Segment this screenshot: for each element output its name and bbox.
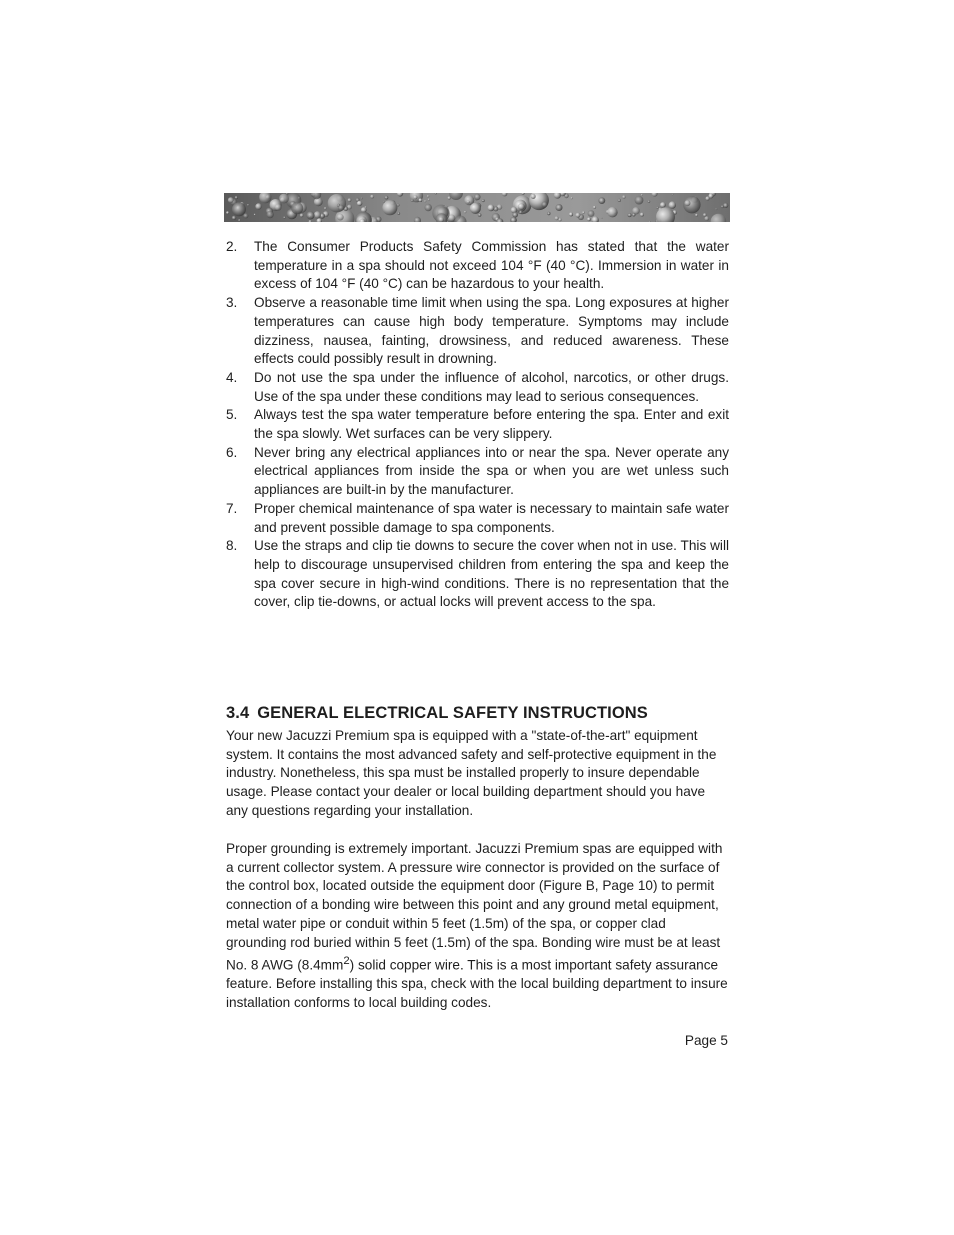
list-item — [226, 294, 729, 369]
grounding-text-start: Proper grounding is extremely important. Jacuzzi Premium spas are equipped with a current collector system. A pressure wire connector is provided on the surface of the control box, located outside the equipment door (Figure B, Page 10) to permit connection of a bonding wire between this point and any ground metal equipment, metal water pipe or conduit within 5 feet (1.5m) of the spa, or copper clad grounding rod buried within 5 feet (1.5m) of the spa. Bonding wire must be at least No. 8 AWG (8.4mm — [226, 841, 723, 973]
list-item — [226, 369, 729, 406]
list-item-number: 3. — [226, 295, 238, 311]
grounding-paragraph — [226, 840, 729, 1013]
safety-instructions-list — [226, 238, 729, 612]
list-item-number: 4. — [226, 369, 238, 385]
section-title: GENERAL ELECTRICAL SAFETY INSTRUCTIONS — [257, 704, 648, 722]
list-item-text: Observe a reasonable time limit when using the spa. Long exposures at higher temperatures can cause high body temperature. Symptoms may include dizziness, nausea, fainting, drowsiness, and reduced awareness. These effects could possibly result in drowning. — [254, 295, 729, 367]
list-item-number: 5. — [226, 407, 238, 423]
list-item — [226, 537, 729, 612]
list-item — [226, 238, 729, 294]
section-number: 3.4 — [226, 704, 250, 722]
grounding-text-end: ) solid copper wire. This is a most important safety assurance feature. Before installing this spa, check with the local building department to insure installation conforms to local building codes. — [226, 957, 728, 1011]
list-item-number: 2. — [226, 239, 238, 254]
list-item — [226, 444, 729, 500]
list-item — [226, 500, 729, 537]
section-heading — [226, 704, 648, 723]
superscript-two: 2 — [343, 955, 350, 968]
page-number: Page 5 — [684, 1033, 728, 1048]
intro-paragraph: Your new Jacuzzi Premium spa is equipped with a "state-of-the-art" equipment system. It contains the most advanced safety and self-protective equipment in the industry. Nonetheless, this spa must be installed properly to insure dependable usage. Please contact your dealer or local building department should you have any questions regarding your installation. — [226, 728, 717, 818]
water-droplets-icon — [224, 193, 730, 222]
list-item-text: Always test the spa water temperature before entering the spa. Enter and exit the spa slowly. Wet surfaces can be very slippery. — [254, 407, 729, 442]
list-item-text: Proper chemical maintenance of spa water is necessary to maintain safe water and prevent possible damage to spa components. — [254, 500, 729, 535]
list-item-text: Use the straps and clip tie downs to secure the cover when not in use. This will help to discourage unsupervised children from entering the spa and keep the spa cover secure in high-wind conditions. There is no representation that the cover, clip tie-downs, or actual locks will prevent access to the spa. — [254, 538, 729, 610]
list-item-number: 6. — [226, 444, 238, 460]
list-item-text: Do not use the spa under the influence of alcohol, narcotics, or other drugs. Use of the spa under these conditions may lead to serious consequences. — [254, 369, 729, 404]
water-droplets-banner — [224, 193, 730, 222]
list-item-text: The Consumer Products Safety Commission has stated that the water temperature in a spa should not exceed 104 °F (40 °C). Immersion in water in excess of 104 °F (40 °C) can be hazardous to your health. — [254, 239, 729, 292]
list-item-number: 7. — [226, 500, 238, 516]
list-item-number: 8. — [226, 538, 238, 554]
list-item-text: Never bring any electrical appliances into or near the spa. Never operate any electrical appliances from inside the spa or when you are wet unless such appliances are built-in by the manufacturer. — [254, 444, 729, 498]
list-item — [226, 406, 729, 443]
